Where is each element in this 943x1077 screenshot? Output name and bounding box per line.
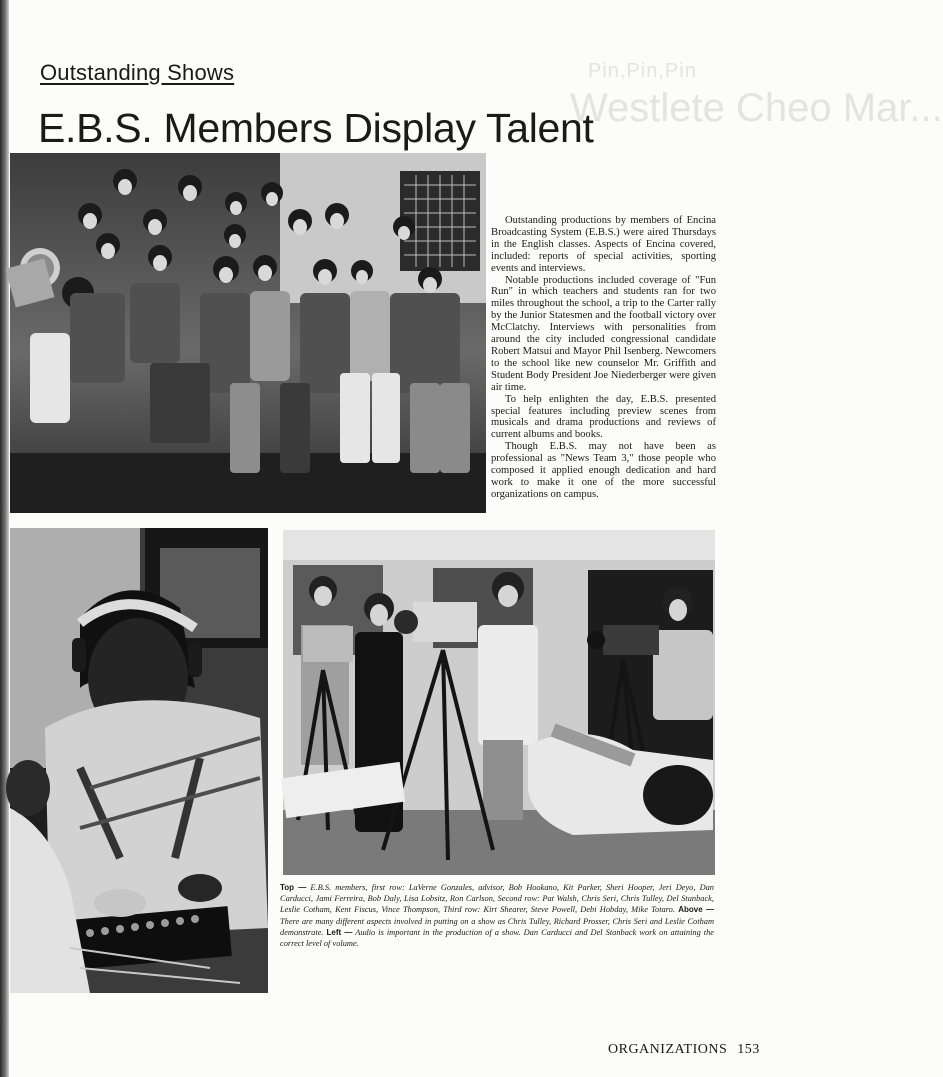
caption-left-label: Left — [326,927,353,937]
caption-above-label: Above — [678,905,714,915]
article-body [491,215,716,501]
page-footer [608,1042,760,1058]
section-label: Outstanding Shows [40,60,235,85]
caption-left-text: Audio is important in the production of a show. Dan Carducci and Del Stanback work on attaining the correct level of volume. [280,927,715,949]
show-through-text: Pin,Pin,Pin Westlete Cheo Mar... [570,60,943,130]
page-title: E.B.S. Members Display Talent [38,105,594,151]
caption-top-text: E.B.S. members, first row: LaVerne Gonzales, advisor, Bob Hookano, Kit Parker, Sheri Hooper, Jeri Deyo, Dan Carducci, Jami Ferreira, Bob Daly, Lisa Lobsitz, Ron Carlson, Second row: Pat Walsh, Chris Seri, Chris Tulley, Del Stanback, Leslie Cotham, Kent Fiscus, Vince Thompson, Third row: Kirt Shearer, Steve Powell, Debi Hobday, Mike Totaro. [280,883,714,915]
article-paragraph: Outstanding productions by members of Encina Broadcasting System (E.B.S.) were aired Thursdays in the English classes. Aspects of Encina covered, included: reports of special activities, sporting events and interviews. [491,215,716,274]
article-paragraph: To help enlighten the day, E.B.S. presented special features including preview scenes from musicals and drama productions and reviews of current albums and books. [491,393,716,441]
caption-above-text: There are many different aspects involved in putting on a show as Chris Tulley, Richard Prosser, Chris Seri and Leslie Cotham demonstrate. [280,916,714,937]
article-paragraph: Though E.B.S. may not have been as professional as "News Team 3," those people who composed it applied enough dedication and hard work to make it one of the more successful organizations on campus. [491,441,716,500]
photo-caption [280,882,714,949]
footer-section: ORGANIZATIONS [608,1042,728,1057]
caption-top-label: Top — [280,883,307,892]
camera-crew-photo [283,530,715,875]
page-number: 153 [737,1042,760,1057]
binding-shadow [0,0,9,1077]
group-photo [10,153,486,513]
audio-mixer-photo [10,528,268,993]
article-paragraph: Notable productions included coverage of "Fun Run" in which teachers and students ran for two miles throughout the school, a trip to the Carter rally by the Junior Statesmen and the football victory over McClatchy. Interviews with personalities from around the city included congressional candidate Robert Matsui and Mayor Phil Isenberg. Newcomers to the school like new counselor Mr. Griffith and Student Body President Joe Niederberger were given air time. [491,274,716,393]
